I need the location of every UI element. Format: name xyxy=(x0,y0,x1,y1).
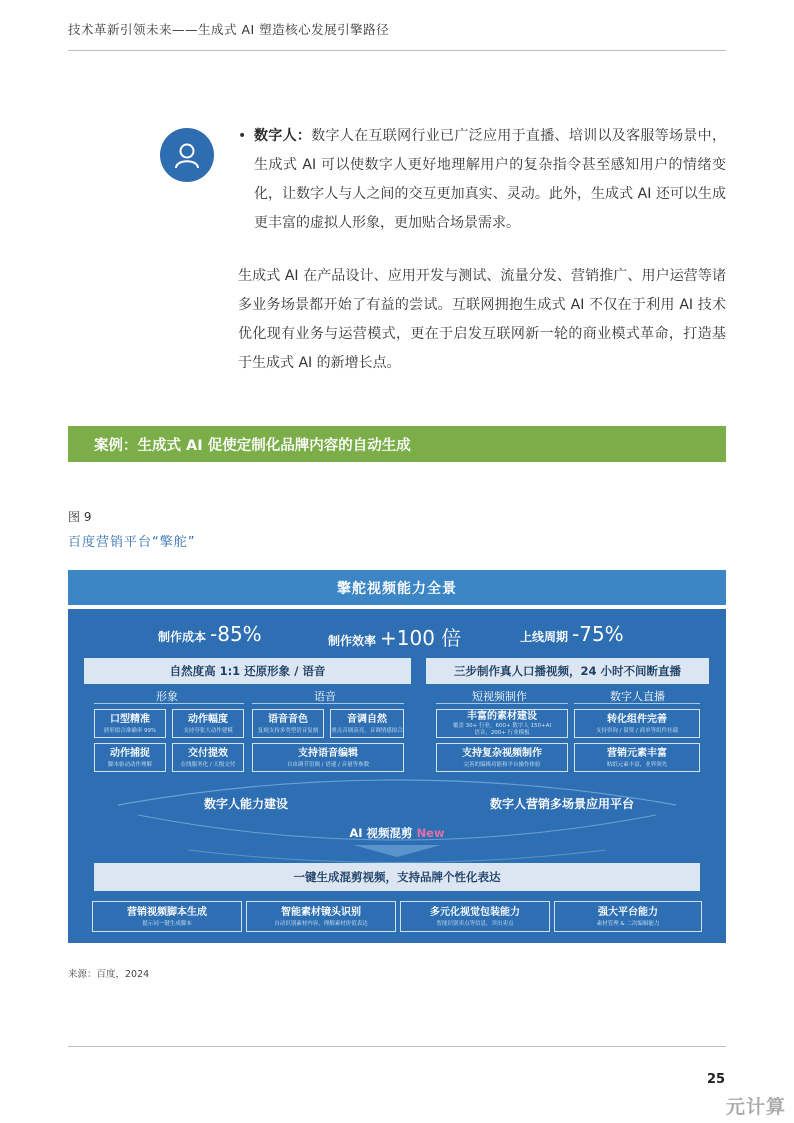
metric-cost-label: 制作成本 xyxy=(158,630,207,644)
col-line-image xyxy=(94,703,244,704)
bottom-box-shot-recognition xyxy=(246,901,396,932)
digital-human-avatar xyxy=(160,128,214,182)
col-line-voice xyxy=(252,703,404,704)
bottom-box-script xyxy=(92,901,242,932)
box-subtitle-2: 语音，200+ 行业模板 xyxy=(474,730,530,736)
box-subtitle: 在线服务化 / 天级交付 xyxy=(180,761,236,768)
box-title: 口型精准 xyxy=(110,713,150,725)
watermark: 元计算 xyxy=(726,1096,787,1118)
box-subtitle: 覆盖 30+ 行业，600+ 数字人 150+AI xyxy=(452,723,552,729)
box-voice-timbre xyxy=(252,709,324,738)
left-header-bar: 自然度高 1:1 还原形象 / 语音 xyxy=(84,658,411,684)
box-motion-range xyxy=(172,709,244,738)
col-label-live: 数字人直播 xyxy=(610,690,665,703)
box-rich-materials xyxy=(436,709,568,738)
bullet-dot: • xyxy=(238,128,247,144)
panel-separator xyxy=(68,605,726,609)
box-title: 动作捕捉 xyxy=(110,747,150,759)
box-title: 转化组件完善 xyxy=(607,713,667,725)
figure-source: 来源：百度，2024 xyxy=(68,969,150,980)
box-subtitle: 复刻支持多类型语音复刻 xyxy=(257,727,319,734)
box-subtitle: 脚本驱动动作理解 xyxy=(107,761,152,768)
metric-cycle-label: 上线周期 xyxy=(520,630,569,644)
one-click-bar: 一键生成混剪视频，支持品牌个性化表达 xyxy=(94,863,700,891)
bottom-box-platform xyxy=(554,901,702,932)
box-delivery-efficiency xyxy=(172,743,244,772)
header-divider xyxy=(68,50,726,51)
figure-title: 百度营销平台“擎舵” xyxy=(68,535,196,550)
bullet-label: 数字人： xyxy=(254,128,312,144)
box-title: 营销视频脚本生成 xyxy=(127,906,207,918)
box-title: 丰富的素材建设 xyxy=(467,711,537,722)
metric-efficiency-value: +100 倍 xyxy=(380,626,462,650)
metric-cycle-value: -75% xyxy=(572,622,624,646)
page-number: 25 xyxy=(707,1072,726,1087)
box-subtitle: 支持夸张大动作建模 xyxy=(183,727,233,734)
box-subtitle: 重点音调高亮，音调情感拟合 xyxy=(331,727,403,734)
col-label-voice: 语音 xyxy=(314,690,336,703)
col-label-image: 形象 xyxy=(156,690,178,703)
box-marketing-elements xyxy=(574,743,700,772)
col-line-live xyxy=(574,703,700,704)
box-title: 音调自然 xyxy=(347,713,387,725)
bullet-text xyxy=(254,122,726,238)
box-subtitle: 素材管理 & 二次编辑能力 xyxy=(596,920,660,927)
box-complex-video xyxy=(436,743,568,772)
box-subtitle: 提示词一键生成脚本 xyxy=(142,920,192,927)
metric-cost xyxy=(158,622,262,646)
qingduo-capability-panel xyxy=(68,570,726,943)
page-header-title: 技术革新引领未来——生成式 AI 塑造核心发展引擎路径 xyxy=(68,22,390,37)
case-title-bar xyxy=(68,426,726,462)
figure-label: 图 9 xyxy=(68,510,92,524)
box-title: 强大平台能力 xyxy=(598,906,658,918)
body-paragraph: 生成式 AI 在产品设计、应用开发与测试、流量分发、营销推广、用户运营等诸多业务场景都开始了有益的尝试。互联网拥抱生成式 AI 不仅在于利用 AI 技术优化现有业务与运营模式，更在于启发互联网新一轮的商业模式革命，打造基于生成式 AI 的新增长点。 xyxy=(238,268,726,371)
metric-cost-value: -85% xyxy=(210,622,262,646)
bottom-box-visual-packaging xyxy=(400,901,550,932)
box-natural-tone xyxy=(330,709,404,738)
box-title: 动作幅度 xyxy=(188,713,228,725)
box-title: 营销元素丰富 xyxy=(607,747,667,759)
box-subtitle: 贴纸元素丰富，业界领先 xyxy=(606,761,668,768)
box-subtitle: 智能识别卖点等信息，突出卖点 xyxy=(436,920,514,927)
capability-left-caption: 数字人能力建设 xyxy=(204,797,289,811)
box-subtitle: 完善的编辑功能和平台操作体验 xyxy=(463,761,541,768)
box-subtitle: 唇形拟合准确率 99% xyxy=(103,727,157,734)
footer-divider xyxy=(68,1046,726,1047)
user-icon xyxy=(172,140,202,170)
box-title: 语音音色 xyxy=(268,713,308,725)
box-subtitle: 支持咨询 / 留资 / 商单等组件挂载 xyxy=(595,727,679,734)
box-conversion-components xyxy=(574,709,700,738)
col-label-short-video: 短视频制作 xyxy=(472,690,527,703)
box-title: 智能素材镜头识别 xyxy=(281,906,361,918)
metric-efficiency-label: 制作效率 xyxy=(328,634,377,648)
box-title: 交付提效 xyxy=(188,747,228,759)
box-subtitle: 自动识别素材内容，理解素材价值表达 xyxy=(274,920,368,927)
metric-efficiency xyxy=(328,622,461,651)
bullet-body: 数字人在互联网行业已广泛应用于直播、培训以及客服等场景中，生成式 AI 可以使数字人更好地理解用户的复杂指令甚至感知用户的情绪变化，让数字人与人之间的交互更加真实、灵动。此外，生成式 AI 还可以生成更丰富的虚拟人形象，更加贴合场景需求。 xyxy=(254,128,726,231)
ai-video-mix-label: AI 视频混剪 xyxy=(349,826,413,840)
box-voice-editing xyxy=(252,743,404,772)
panel-title: 擎舵视频能力全景 xyxy=(68,570,726,605)
digital-human-bullet xyxy=(238,122,726,238)
box-motion-capture xyxy=(94,743,166,772)
case-title: 案例：生成式 AI 促使定制化品牌内容的自动生成 xyxy=(94,437,411,454)
box-lip-sync xyxy=(94,709,166,738)
col-line-short-video xyxy=(436,703,568,704)
ai-video-mix xyxy=(68,825,726,841)
right-header-bar: 三步制作真人口播视频，24 小时不间断直播 xyxy=(426,658,709,684)
box-title: 支持复杂视频制作 xyxy=(462,747,542,759)
new-badge: New xyxy=(416,826,445,840)
box-title: 支持语音编辑 xyxy=(298,747,358,759)
capability-right-caption: 数字人营销多场景应用平台 xyxy=(490,797,635,811)
metric-cycle xyxy=(520,622,624,646)
box-subtitle: 自由调节语调 / 语速 / 音量等参数 xyxy=(286,761,370,768)
box-title: 多元化视觉包装能力 xyxy=(430,906,520,918)
